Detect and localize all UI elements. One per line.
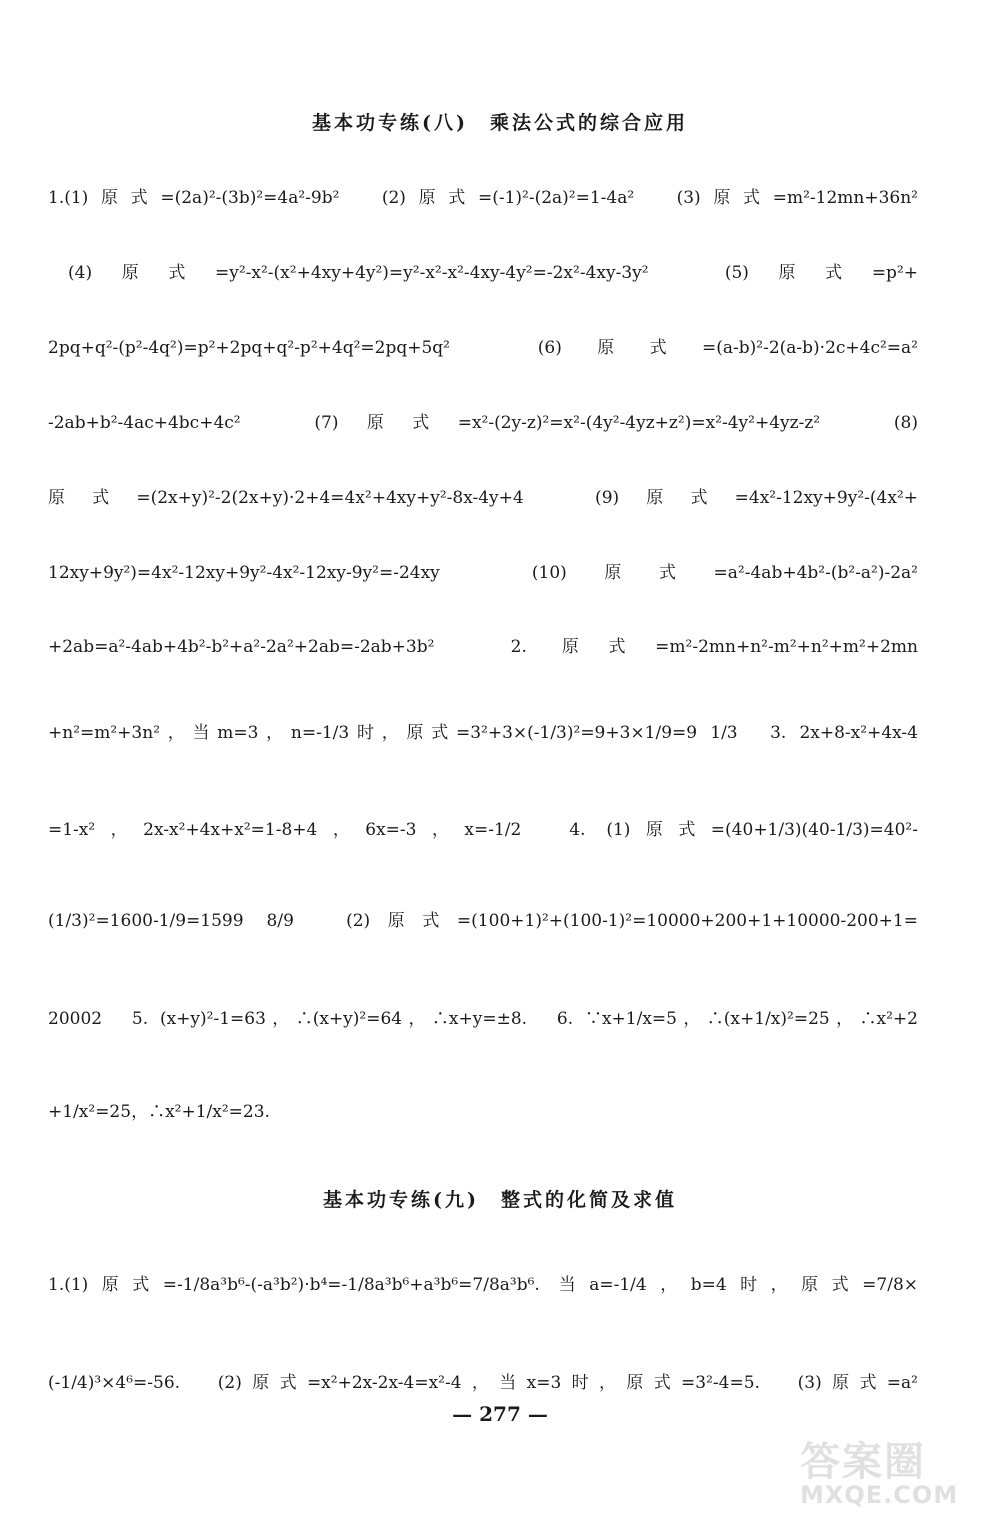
watermark <box>800 1430 990 1510</box>
text-line: 1.(1)原式=-1/8a³b⁶-(-a³b²)·b⁴=-1/8a³b⁶+a³b⁶=7/8a³b⁶. 当a=-1/4，b=4时，原式=7/8× <box>48 1275 918 1295</box>
text-line: 20002 5. (x+y)²-1=63，∴(x+y)²=64，∴x+y=±8. 6. ∵x+1/x=5，∴(x+1/x)²=25，∴x²+2 <box>48 1009 918 1029</box>
text-line: 12xy+9y²)=4x²-12xy+9y²-4x²-12xy-9y²=-24xy (10)原式=a²-4ab+4b²-(b²-a²)-2a² <box>48 563 918 583</box>
section-title-8: 基本功专练(八) 乘法公式的综合应用 <box>312 112 688 134</box>
page-number: — 277 — <box>452 1402 548 1426</box>
text-line: 2pq+q²-(p²-4q²)=p²+2pq+q²-p²+4q²=2pq+5q² (6)原式=(a-b)²-2(a-b)·2c+4c²=a² <box>48 338 918 358</box>
text-line: 原式=(2x+y)²-2(2x+y)·2+4=4x²+4xy+y²-8x-4y+4 (9)原式=4x²-12xy+9y²-(4x²+ <box>48 488 918 508</box>
text-line: (1/3)²=1600-1/9=1599 8/9 (2)原式=(100+1)²+(100-1)²=10000+200+1+10000-200+1= <box>48 911 918 931</box>
text-line: +n²=m²+3n²，当m=3，n=-1/3时，原式=3²+3×(-1/3)²=9+3×1/9=9 1/3 3. 2x+8-x²+4x-4 <box>48 723 918 743</box>
text-line: -2ab+b²-4ac+4bc+4c² (7)原式=x²-(2y-z)²=x²-(4y²-4yz+z²)=x²-4y²+4yz-z² (8) <box>48 413 918 433</box>
text-line: =1-x²，2x-x²+4x+x²=1-8+4，6x=-3，x=-1/2 4. (1)原式=(40+1/3)(40-1/3)=40²- <box>48 820 918 840</box>
watermark-logo: 答案圈 <box>800 1439 926 1485</box>
text-line: +2ab=a²-4ab+4b²-b²+a²-2a²+2ab=-2ab+3b² 2. 原式=m²-2mn+n²-m²+n²+m²+2mn <box>48 637 918 657</box>
section-title-9: 基本功专练(九) 整式的化简及求值 <box>323 1189 677 1211</box>
watermark-url: MXQE.COM <box>800 1481 959 1509</box>
text-line: (-1/4)³×4⁶=-56. (2)原式=x²+2x-2x-4=x²-4，当x=3时，原式=3²-4=5. (3)原式=a² <box>48 1373 918 1393</box>
text-line: (4)原式=y²-x²-(x²+4xy+4y²)=y²-x²-x²-4xy-4y²=-2x²-4xy-3y² (5)原式=p²+ <box>68 263 918 283</box>
text-line: 1.(1)原式=(2a)²-(3b)²=4a²-9b² (2)原式=(-1)²-(2a)²=1-4a² (3)原式=m²-12mn+36n² <box>48 188 918 208</box>
text-line: +1/x²=25，∴x²+1/x²=23. <box>48 1102 270 1122</box>
